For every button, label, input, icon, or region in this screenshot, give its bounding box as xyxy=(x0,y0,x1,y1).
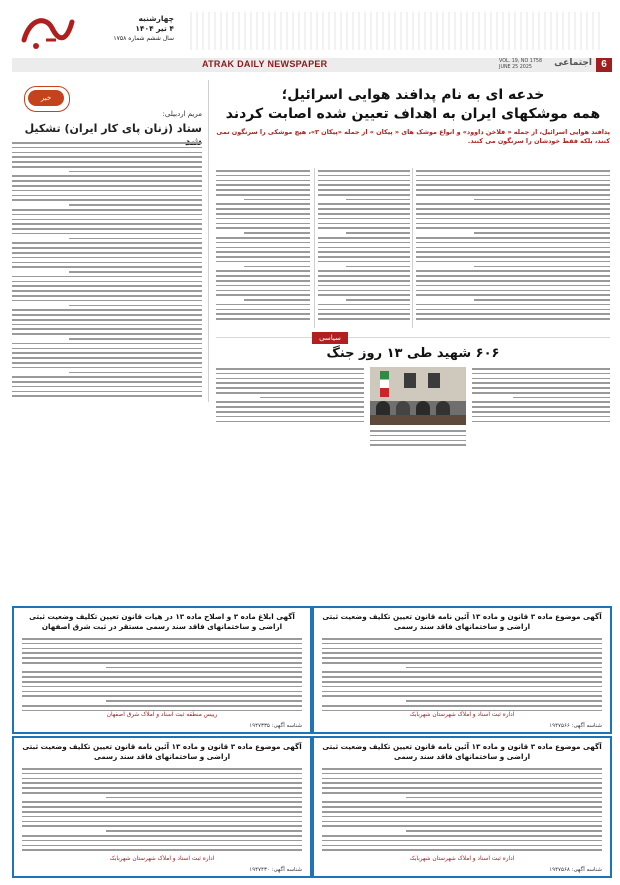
ad-title: آگهی موضوع ماده ۳ قانون و ماده ۱۳ آئین نامه قانون تعیین تکلیف وضعیت ثبتی اراضی و ساختمانهای فاقد سند رسمی xyxy=(322,612,602,631)
date-en: JUNE 25 2025 xyxy=(499,65,532,70)
header-pattern xyxy=(190,12,600,50)
second-body-col-2 xyxy=(472,368,610,422)
left-body-text xyxy=(12,142,202,397)
left-kicker: مریم اردبیلی: xyxy=(162,110,202,118)
section-label: سیاسی xyxy=(312,332,348,344)
ad-body xyxy=(22,638,302,711)
news-photo xyxy=(370,367,466,425)
atrak-logo xyxy=(16,10,76,54)
main-headline xyxy=(216,86,610,124)
ad-body xyxy=(322,638,602,711)
ad-title: آگهی موضوع ماده ۳ قانون و ماده ۱۳ آئین نامه قانون تعیین تکلیف وضعیت ثبتی اراضی و ساختمانهای فاقد سند رسمی xyxy=(322,742,602,761)
section-rule xyxy=(216,337,610,338)
column-divider xyxy=(208,80,209,402)
masthead-bar xyxy=(12,58,612,72)
legal-ad-3 xyxy=(312,736,612,878)
legal-ad-2 xyxy=(12,606,312,734)
volume: VOL. 19, NO 1758 xyxy=(499,59,542,64)
main-body-col-2 xyxy=(318,170,410,320)
ad-number: شناسه آگهی: ۱۹۴۷۳۳۵ xyxy=(249,723,302,729)
ad-office: اداره ثبت اسناد و املاک شهرستان شهربابک xyxy=(409,856,515,862)
ad-number: شناسه آگهی: ۱۹۴۷۴۳۰ xyxy=(249,867,302,873)
ad-number: شناسه آگهی: ۱۹۴۷۵۶۶ xyxy=(549,723,602,729)
ad-office: رییس منطقه ثبت اسناد و املاک شرق اصفهان xyxy=(106,712,218,718)
issue-number: سال ششم شماره ۱۷۵۸ xyxy=(113,35,174,42)
ad-body xyxy=(322,768,602,851)
main-headline-line2: همه موشکهای ایران به اهداف تعیین شده اصابت کردند xyxy=(225,106,601,122)
page-number: 6 xyxy=(596,58,612,72)
ad-title: آگهی ابلاغ ماده ۳ و اصلاح ماده ۱۳ در هیات قانون تعیین تکلیف وضعیت ثبتی اراضی و ساختمانهای فاقد سند رسمی مستقر در ثبت شرق اصفهان xyxy=(29,612,295,631)
news-tag: خبر xyxy=(28,90,64,106)
section-title: اجتماعی xyxy=(554,58,592,68)
ad-title: آگهی موضوع ماده ۳ قانون و ماده ۱۳ آئین نامه قانون تعیین تکلیف وضعیت ثبتی اراضی و ساختمانهای فاقد سند رسمی xyxy=(22,742,302,761)
ad-office: اداره ثبت اسناد و املاک شهرستان شهربابک xyxy=(409,712,515,718)
main-lead: پدافند هوایی اسرائیل، از جمله « فلاخن داوود» و انواع موشک های « پیکان » از جمله «پیکان ۳»، هیچ موشکی را سرنگون نمی کنند، بلکه فقط خودشان را سرنگون می کنند. xyxy=(216,128,610,145)
issue-date-fa: ۴ تیر ۱۴۰۴ xyxy=(135,24,174,33)
second-body-col-1 xyxy=(216,368,364,422)
left-headline: ستاد (زنان پای کار ایران) تشکیل xyxy=(24,122,202,135)
second-headline: ۶۰۶ شهید طی ۱۳ روز جنگ xyxy=(326,346,500,361)
issue-day: چهارشنبه xyxy=(138,14,174,23)
main-headline-line1: خدعه ای به نام پدافند هوایی اسرائیل؛ xyxy=(281,87,545,103)
main-body-col-3 xyxy=(416,170,610,320)
column-divider xyxy=(314,168,315,328)
main-body-col-1 xyxy=(216,170,310,320)
legal-ad-4 xyxy=(12,736,312,878)
iran-flag xyxy=(380,371,389,397)
second-body-col-3 xyxy=(370,430,466,446)
ad-number: شناسه آگهی: ۱۹۴۷۵۶۸ xyxy=(549,867,602,873)
legal-ad-1 xyxy=(312,606,612,734)
column-divider xyxy=(412,168,413,328)
issue-date xyxy=(92,14,174,43)
paper-name: ATRAK DAILY NEWSPAPER xyxy=(202,59,328,69)
ad-body xyxy=(22,768,302,851)
volume-info xyxy=(499,59,542,71)
ad-office: اداره ثبت اسناد و املاک شهرستان شهربابک xyxy=(109,856,215,862)
